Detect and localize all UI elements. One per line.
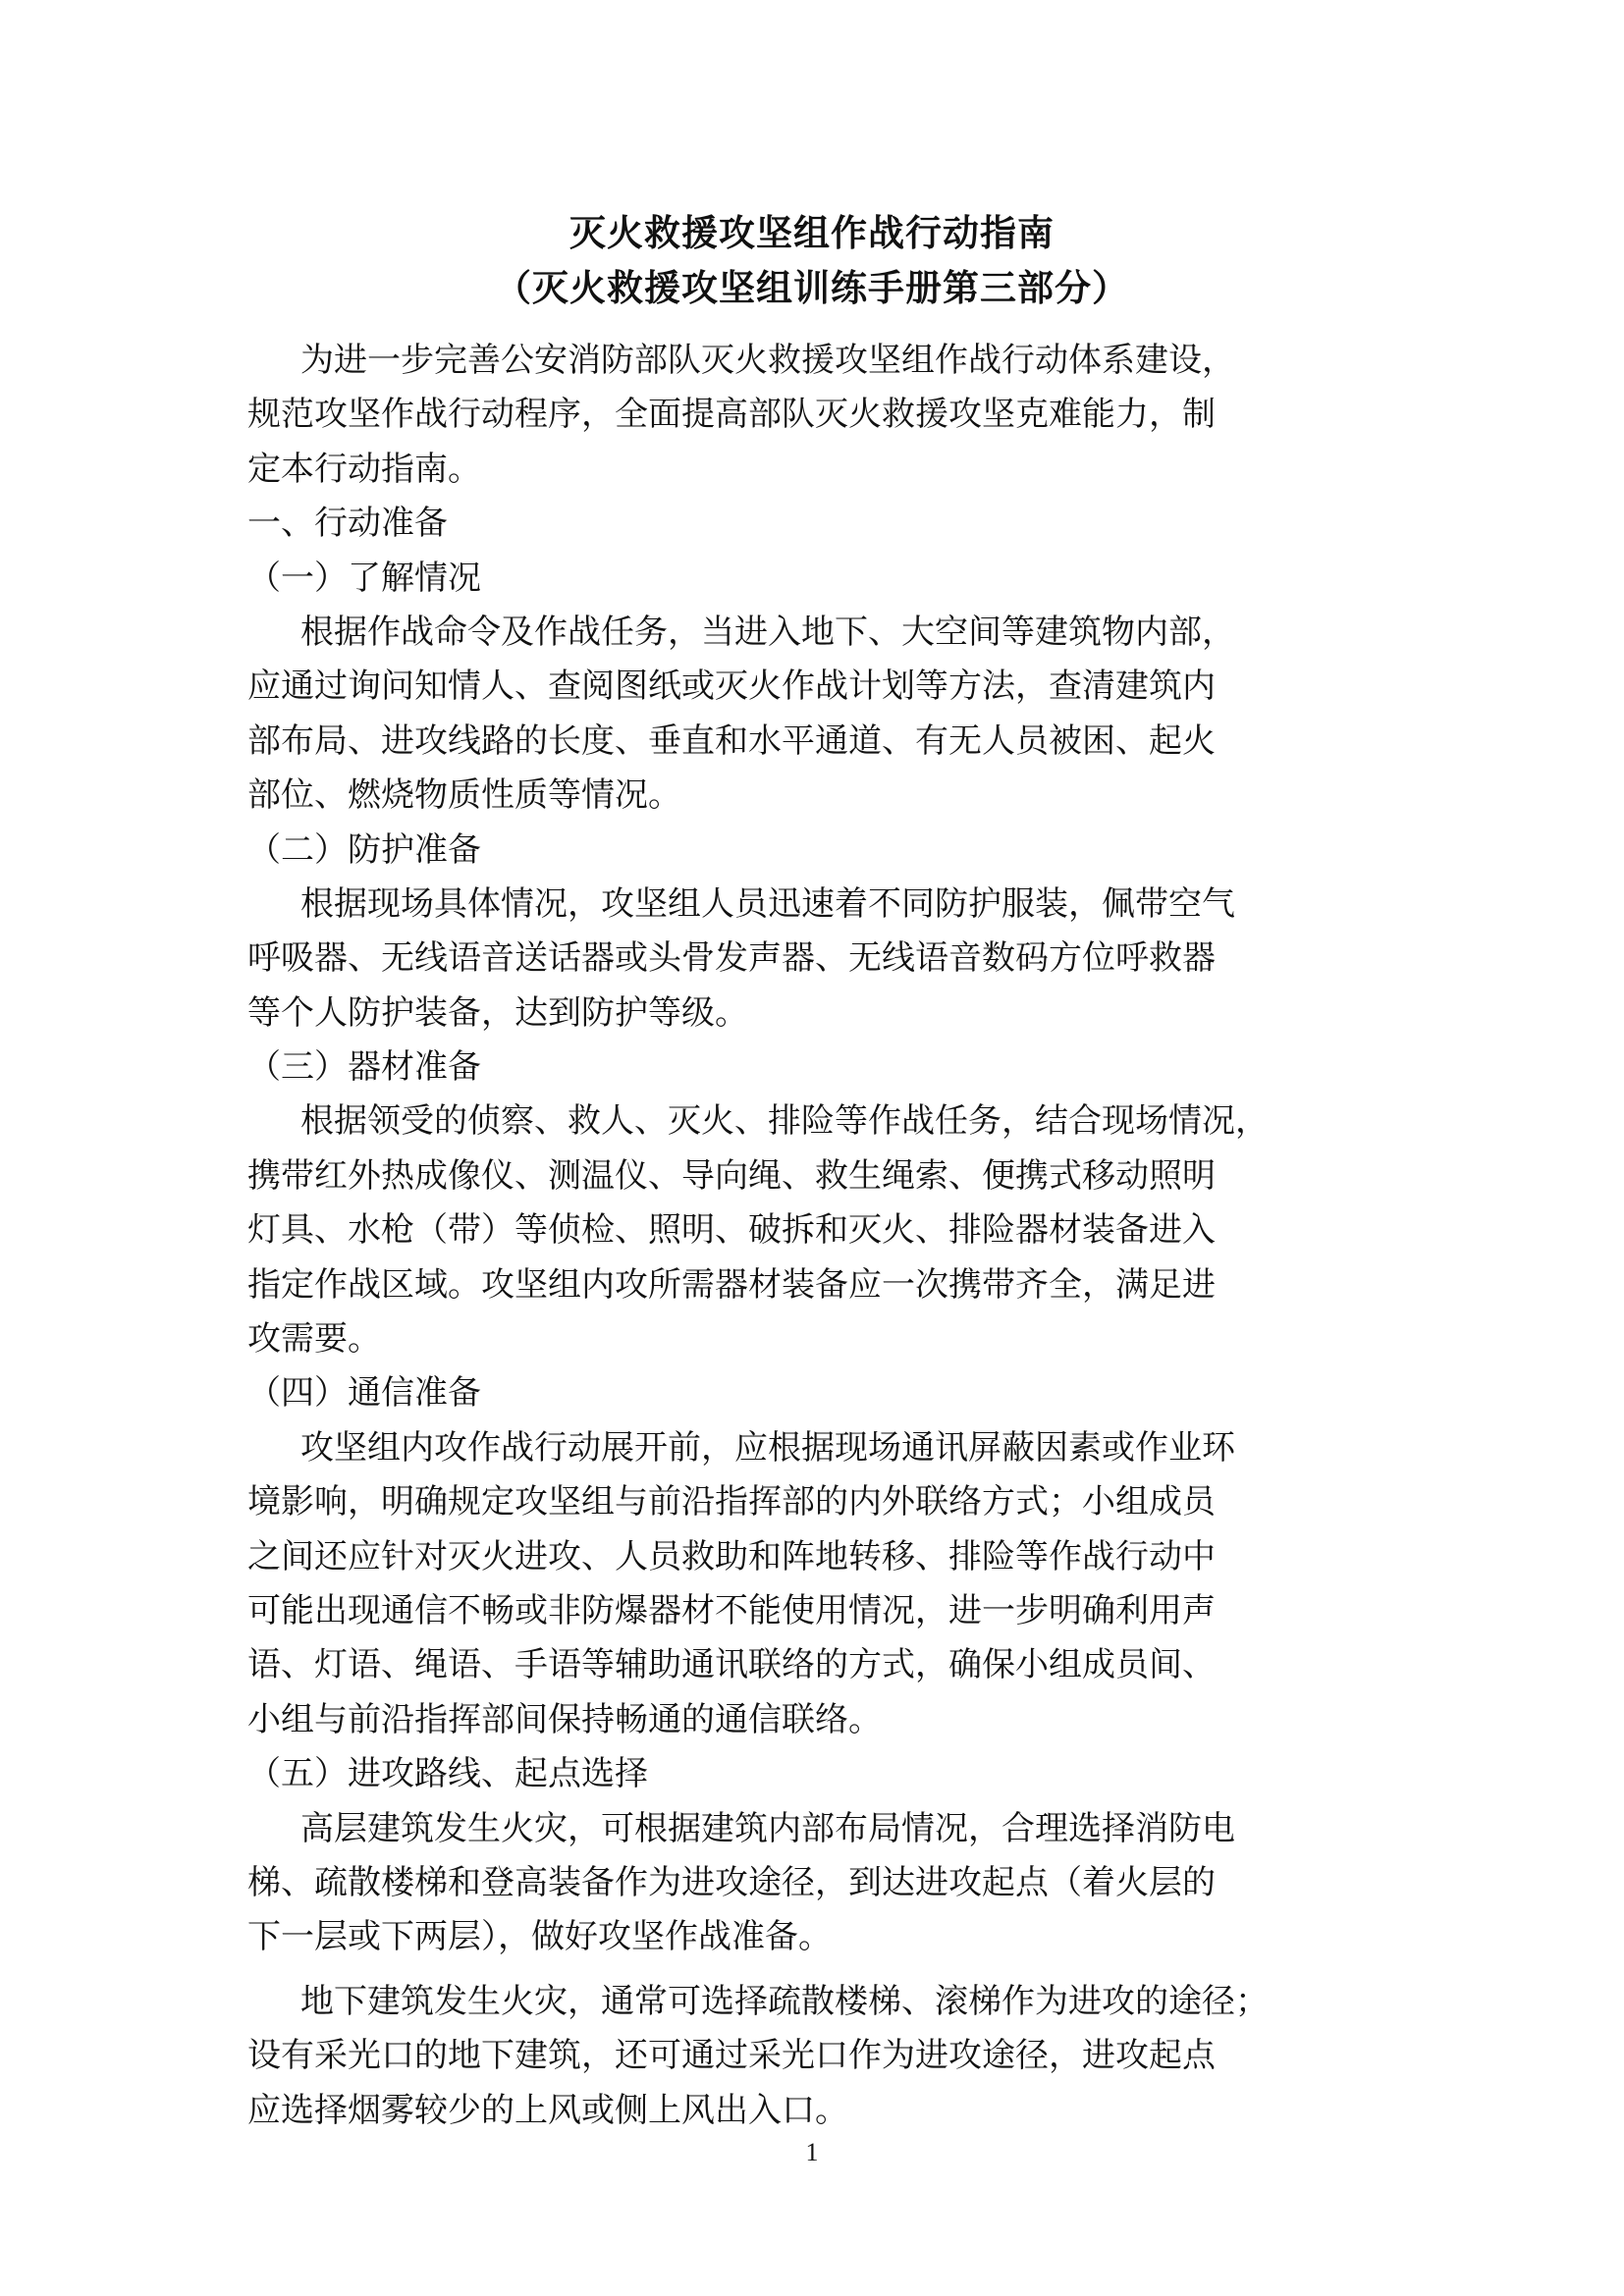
text-line: 规范攻坚作战行动程序，全面提高部队灭火救援攻坚克难能力，制 [247, 395, 1216, 435]
text-line: 可能出现通信不畅或非防爆器材不能使用情况，进一步明确利用声 [247, 1590, 1216, 1630]
section-heading [247, 552, 1386, 606]
text-line: 携带红外热成像仪、测温仪、导向绳、救生绳索、便携式移动照明 [247, 1155, 1216, 1196]
text-line: 定本行动指南。 [247, 449, 481, 489]
text-line: 地下建筑发生火灾，通常可选择疏散楼梯、滚梯作为进攻的途径； [300, 1981, 1269, 2021]
section-heading [247, 824, 1386, 878]
text-line: 应通过询问知情人、查阅图纸或灭火作战计划等方法，查清建筑内 [247, 667, 1216, 707]
page-number: 1 [805, 2138, 819, 2166]
body-paragraph [247, 878, 1386, 1041]
body-paragraph [247, 1802, 1386, 1965]
document-body [247, 334, 1386, 2138]
text-line: 下一层或下两层），做好攻坚作战准备。 [247, 1917, 832, 1957]
text-line: 攻需要。 [247, 1319, 381, 1360]
text-line: 攻坚组内攻作战行动展开前，应根据现场通讯屏蔽因素或作业环 [300, 1427, 1235, 1468]
text-line: 等个人防护装备，达到防护等级。 [247, 992, 748, 1033]
text-line: 之间还应针对灭火进攻、人员救助和阵地转移、排险等作战行动中 [247, 1536, 1216, 1576]
text-line: （二）防护准备 [247, 829, 481, 870]
text-line: 高层建筑发生火灾，可根据建筑内部布局情况，合理选择消防电 [300, 1808, 1235, 1848]
text-line: 境影响，明确规定攻坚组与前沿指挥部的内外联络方式；小组成员 [247, 1482, 1216, 1522]
text-line: 根据作战命令及作战任务，当进入地下、大空间等建筑物内部， [300, 612, 1235, 652]
text-line: （四）通信准备 [247, 1373, 481, 1414]
text-line: 梯、疏散楼梯和登高装备作为进攻途径，到达进攻起点（着火层的 [247, 1862, 1216, 1902]
body-paragraph [247, 1421, 1386, 1747]
text-line: （一）了解情况 [247, 558, 481, 598]
body-paragraph [247, 606, 1386, 824]
body-paragraph [247, 1975, 1386, 2138]
body-paragraph [247, 334, 1386, 497]
text-line: 呼吸器、无线语音送话器或头骨发声器、无线语音数码方位呼救器 [247, 938, 1216, 979]
section-heading [247, 497, 1386, 551]
title-block [0, 206, 1624, 316]
text-line: 指定作战区域。攻坚组内攻所需器材装备应一次携带齐全，满足进 [247, 1264, 1216, 1305]
section-heading [247, 1366, 1386, 1420]
text-line: 小组与前沿指挥部间保持畅通的通信联络。 [247, 1699, 882, 1739]
text-line: 应选择烟雾较少的上风或侧上风出入口。 [247, 2090, 848, 2130]
text-line: 根据现场具体情况，攻坚组人员迅速着不同防护服装，佩带空气 [300, 883, 1235, 924]
text-line: 根据领受的侦察、救人、灭火、排险等作战任务，结合现场情况， [300, 1101, 1269, 1142]
text-line: 灯具、水枪（带）等侦检、照明、破拆和灭火、排险器材装备进入 [247, 1210, 1216, 1251]
text-line: （三）器材准备 [247, 1047, 481, 1088]
document-subtitle: （灭火救援攻坚组训练手册第三部分） [495, 267, 1129, 309]
text-line: 语、灯语、绳语、手语等辅助通讯联络的方式，确保小组成员间、 [247, 1645, 1216, 1685]
document-title: 灭火救援攻坚组作战行动指南 [569, 212, 1055, 254]
paragraph-gap [247, 1965, 1386, 1975]
text-line: 为进一步完善公安消防部队灭火救援攻坚组作战行动体系建设， [300, 341, 1235, 380]
text-line: 设有采光口的地下建筑，还可通过采光口作为进攻途径，进攻起点 [247, 2036, 1216, 2076]
section-heading [247, 1747, 1386, 1801]
body-paragraph [247, 1095, 1386, 1366]
section-heading [247, 1041, 1386, 1095]
text-line: 部位、燃烧物质性质等情况。 [247, 775, 681, 816]
text-line: 部布局、进攻线路的长度、垂直和水平通道、有无人员被困、起火 [247, 721, 1216, 761]
text-line: 一、行动准备 [247, 504, 448, 544]
text-line: （五）进攻路线、起点选择 [247, 1754, 648, 1794]
